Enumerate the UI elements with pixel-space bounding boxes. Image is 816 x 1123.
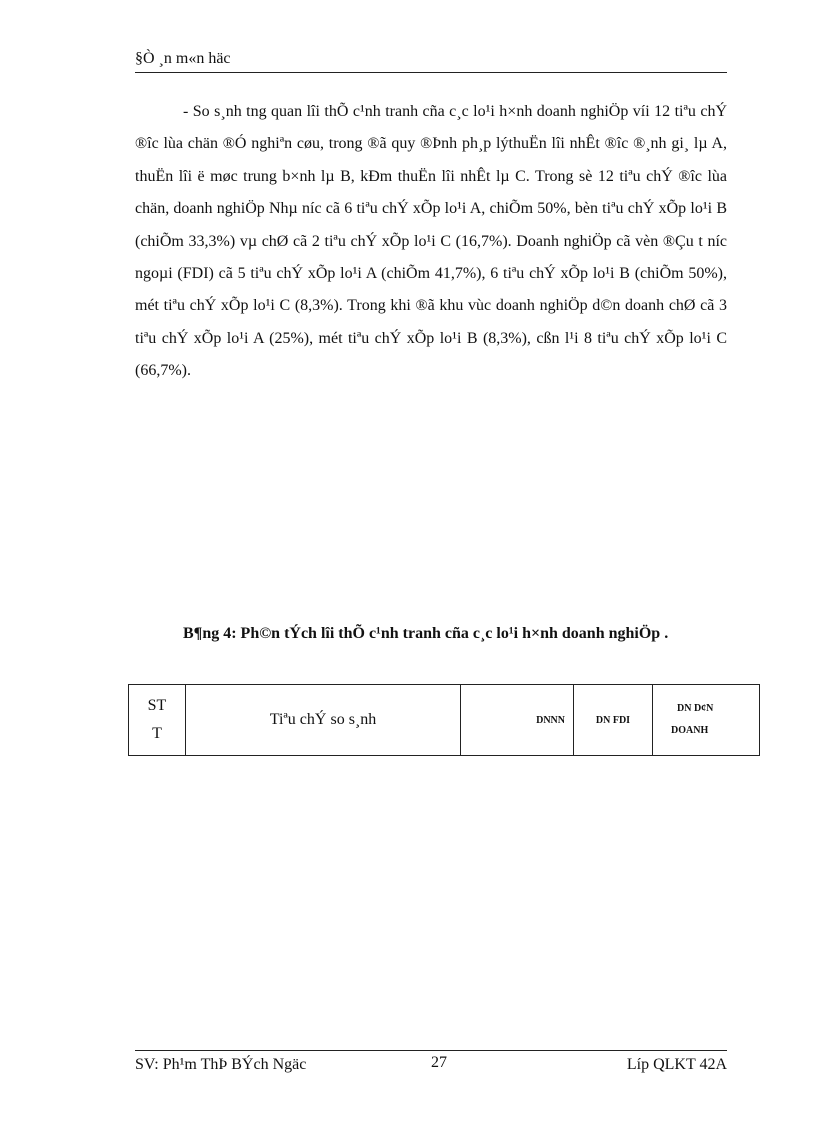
page-header: [135, 48, 727, 73]
header-stt: [129, 685, 186, 756]
header-criteria: Tiªu chÝ so s¸nh: [186, 685, 461, 756]
comparison-table: [128, 684, 760, 756]
footer-page-number: 27: [431, 1054, 447, 1071]
header-stt-line1: ST: [147, 697, 167, 714]
header-private-line2: DOANH: [671, 725, 709, 736]
footer-student: SV: Ph¹m ThÞ BÝch Ngäc: [135, 1056, 307, 1073]
header-stt-line2: T: [152, 725, 162, 742]
table-caption: B¶ng 4: Ph©n tÝch lîi thÕ c¹nh tranh cña c¸c lo¹i h×nh doanh nghiÖp .: [183, 625, 669, 642]
header-fdi: DN FDI: [574, 685, 653, 756]
body-paragraph: - So s¸nh tng quan lîi thÕ c¹nh tranh cña c¸c lo¹i h×nh doanh nghiÖp víi 12 tiªu chÝ ®îc lùa chän ®Ó nghiªn cøu, trong ®ã quy ®Þnh ph¸p lýthuËn lîi nhÊt ®îc ®¸nh gi¸ lµ A, thuËn lîi ë møc trung b×nh lµ B, kÐm thuËn lîi nhÊt lµ C. Trong sè 12 tiªu chÝ ®îc lùa chän, doanh nghiÖp Nhµ níc cã 6 tiªu chÝ xÕp lo¹i A, chiÕm 50%, bèn tiªu chÝ xÕp lo¹i B (chiÕm 33,3%) vµ chØ cã 2 tiªu chÝ xÕp lo¹i C (16,7%). Doanh nghiÖp cã vèn ®Çu t níc ngoµi (FDI) cã 5 tiªu chÝ xÕp lo¹i A (chiÕm 41,7%), 6 tiªu chÝ xÕp lo¹i B (chiÕm 50%), mét tiªu chÝ xÕp lo¹i C (8,3%). Trong khi ®ã khu vùc doanh nghiÖp d©n doanh chØ cã 3 tiªu chÝ xÕp lo¹i A (25%), mét tiªu chÝ xÕp lo¹i B (8,3%), cßn l¹i 8 tiªu chÝ xÕp lo¹i C (66,7%).: [135, 103, 727, 380]
header-dnnn: DNNN: [461, 685, 574, 756]
footer-class: Líp QLKT 42A: [626, 1056, 727, 1073]
table-header-row: [129, 685, 760, 756]
header-title: §Ò ¸n m«n häc: [135, 50, 231, 67]
header-private: [653, 685, 760, 756]
header-private-line1: DN D¢N: [677, 703, 714, 714]
page-footer: [135, 1050, 727, 1081]
